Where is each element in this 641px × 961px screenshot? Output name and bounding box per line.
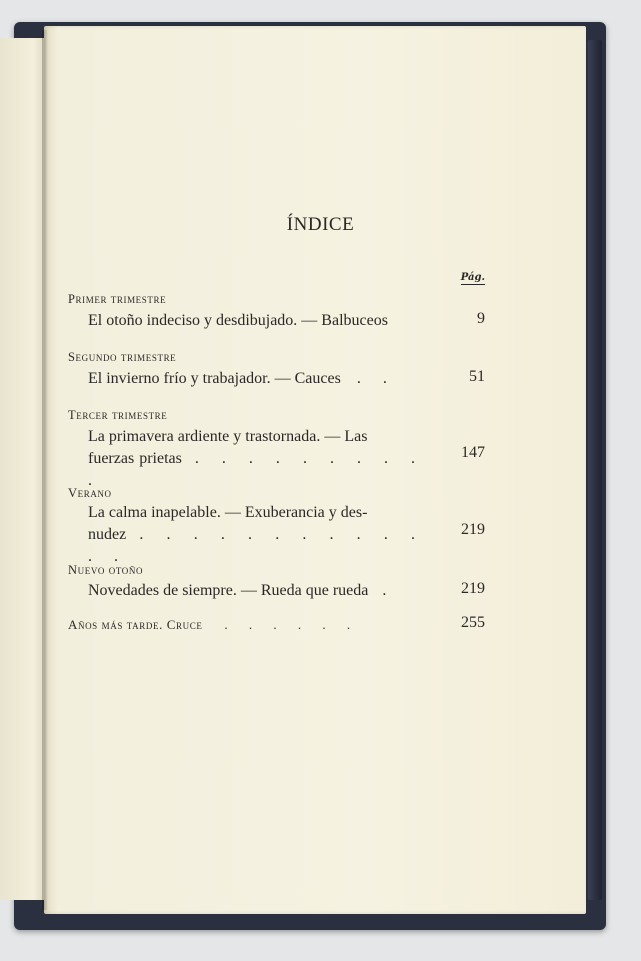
final-entry xyxy=(68,617,359,633)
section-heading: Tercer trimestre xyxy=(68,408,168,422)
toc-entry xyxy=(88,310,424,332)
section-heading: Primer trimestre xyxy=(68,292,167,306)
entry-text: La primavera ardiente y trastornada. — Las xyxy=(88,428,368,445)
page-title: ÍNDICE xyxy=(286,214,355,235)
page-number: 9 xyxy=(477,310,485,327)
toc-entry xyxy=(88,580,424,602)
page-number: 219 xyxy=(461,580,485,597)
page-gutter-shadow xyxy=(42,30,48,910)
book-spine-edge xyxy=(588,40,602,900)
entry-text: El invierno frío y trabajador. — Cauces xyxy=(88,370,341,387)
leader-dots: . . . . . . . . . . xyxy=(88,450,424,489)
page-number: 219 xyxy=(461,521,485,538)
section-heading: Segundo trimestre xyxy=(68,350,177,364)
leader-dots: . . . . . . xyxy=(224,617,360,632)
entry-text-continued: fuerzas prietas xyxy=(88,450,182,467)
final-entry-heading: Años más tarde. Cruce xyxy=(68,617,203,632)
leader-dots: . . . . . . . . . . . . . xyxy=(88,526,425,565)
entry-text: La calma inapelable. — Exuberancia y des- xyxy=(88,504,368,521)
entry-text: El otoño indeciso y desdibujado. — Balbuceos xyxy=(88,312,388,329)
section-heading: Verano xyxy=(68,486,112,500)
toc-entry xyxy=(88,426,424,492)
page-number: 255 xyxy=(461,614,485,631)
page-number: 147 xyxy=(461,444,485,461)
page-number: 51 xyxy=(469,368,485,385)
page-column-header: Pág. xyxy=(460,272,485,283)
toc-entry xyxy=(88,502,424,568)
left-page-edge xyxy=(0,38,48,900)
entry-text: Novedades de siempre. — Rueda que rueda xyxy=(88,582,369,599)
toc-entry xyxy=(88,368,424,390)
section-heading: Nuevo otoño xyxy=(68,563,144,577)
entry-text-continued: nudez xyxy=(88,526,127,543)
leader-dots: . . xyxy=(356,370,396,387)
leader-dots: . xyxy=(382,582,396,599)
